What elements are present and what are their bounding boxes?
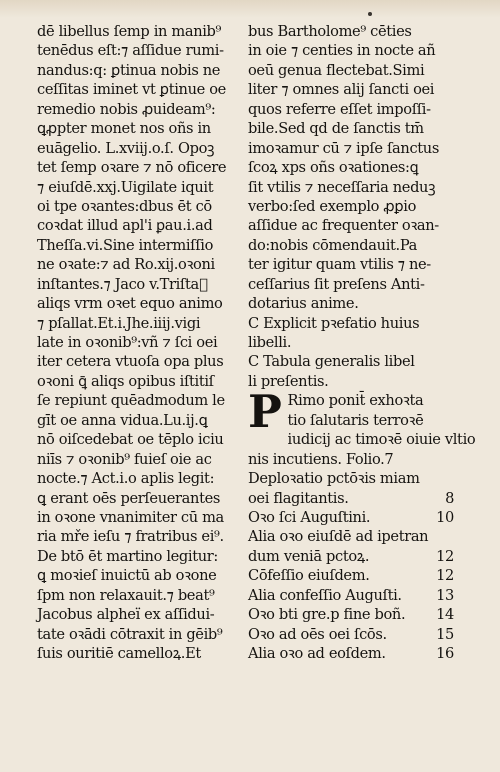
toc-folio-number: 15 xyxy=(436,625,454,643)
toc-folio-number: 13 xyxy=(436,586,454,604)
text-line: in oꝛone vnanimiter cū ma xyxy=(37,508,224,526)
text-line: oeū genua flectebat.Simi xyxy=(248,61,425,79)
text-line: bile.Sed qd de ſanctis tm̄ xyxy=(248,120,424,138)
text-line: libelli. xyxy=(248,334,292,351)
text-line: dotarius anime. xyxy=(248,295,359,313)
toc-entry-title: Alia oꝛo eiuſdē ad ipetran xyxy=(248,528,429,546)
text-line: coꝛdat illud apl'i ꝑau.i.ad xyxy=(37,217,213,235)
toc-entry xyxy=(248,644,456,663)
toc-folio-number: 8 xyxy=(445,489,454,507)
text-line: ſit vtilis ⁊ neceſſaria neduꝫ xyxy=(248,178,436,196)
text-line: iudicij ac timoꝛē oiuie vltio xyxy=(287,431,476,449)
toc-entry xyxy=(248,605,456,624)
text-line: gīt oe anna vidua.Lu.ij.ꝗ xyxy=(37,411,208,429)
text-line: ꝗ moꝛieſ inuictū ab oꝛone xyxy=(37,567,217,585)
text-line: C Explicit pꝛefatio huius xyxy=(248,314,420,332)
text-line: li preſentis. xyxy=(248,372,329,390)
text-line: ⁊ eiuſdē.xxj.Uigilate iquit xyxy=(37,178,214,196)
text-line: Theſſa.vi.Sine intermiſſio xyxy=(37,236,214,254)
text-line: tenēdus eſt:⁊ aſſidue rumi- xyxy=(37,42,224,60)
page-edge-stain xyxy=(0,0,500,18)
text-line: do:nobis cōmendauit.Pa xyxy=(248,236,417,254)
toc-entry xyxy=(248,489,456,508)
text-line: euāgelio. L.xviij.o.ſ. Opoꝫ xyxy=(37,139,215,157)
text-line: nandus:q: ꝑtinua nobis ne xyxy=(37,61,221,79)
text-line: imoꝛamur cū ⁊ ipſe ſanctus xyxy=(248,139,439,157)
text-line: oi tpe oꝛantes:dbus ēt cō xyxy=(37,197,212,215)
toc-entry xyxy=(248,625,456,644)
toc-entry xyxy=(248,508,456,527)
text-line: ꝗꝓpter monet nos oñs in xyxy=(37,120,211,138)
text-line: ⁊ pſallat.Et.i.Jhe.iiij.vigi xyxy=(37,314,201,332)
text-line: Jacobus alpheï ex aſſidui- xyxy=(37,606,215,624)
text-line: iter cetera vtuoſa opa plus xyxy=(37,353,224,371)
text-line: ſe repiunt quēadmodum le xyxy=(37,392,225,410)
toc-entry-title: Alia oꝛo ad eoſdem. xyxy=(248,645,386,662)
toc-entry xyxy=(248,566,456,585)
text-line: aliqs vrm oꝛet equo animo xyxy=(37,295,223,313)
left-column xyxy=(37,22,241,663)
text-line: nis incutiens. Folio.7 xyxy=(248,450,394,468)
decorated-initial: P xyxy=(248,385,282,439)
toc-entry-title: Oꝛo bti gre.p fine boñ. xyxy=(248,606,406,624)
text-line: ſuis ouritiē camelloꝝ.Et xyxy=(37,645,201,662)
text-line: verbo:ſed exemplo ꝓꝑio xyxy=(248,197,417,215)
text-line: nocte.⁊ Act.i.o aplis legit: xyxy=(37,470,215,488)
text-line: ceſſarius ſit preſens Anti- xyxy=(248,275,425,293)
text-line: quos referre eſſet impoſſi- xyxy=(248,100,431,118)
text-line: tate oꝛādi cōtraxit in gēib⁹ xyxy=(37,625,223,643)
text-line: late in oꝛonib⁹:vñ ⁊ ſci oei xyxy=(37,334,218,351)
text-line: ſpm non relaxauit.⁊ beat⁹ xyxy=(37,586,215,604)
text-line: dē libellus ſemp in manib⁹ xyxy=(37,23,222,40)
toc-entry xyxy=(248,469,456,488)
toc-folio-number: 12 xyxy=(436,567,454,585)
toc-folio-number: 14 xyxy=(436,606,454,624)
toc-folio-number: 16 xyxy=(436,645,454,662)
toc-folio-number xyxy=(448,527,454,546)
toc-entry-title: Cōfeſſio eiuſdem. xyxy=(248,567,370,585)
text-line: inſtantes.⁊ Jaco v.Triſtaᷓ xyxy=(37,275,208,293)
toc-entry-title: Alia confeſſio Auguſti. xyxy=(248,586,402,604)
right-column xyxy=(248,22,476,663)
toc-folio-number: 10 xyxy=(436,508,454,526)
toc-entry-title: oei flagitantis. xyxy=(248,489,349,507)
text-line: niīs ⁊ oꝛonib⁹ fuieſ oie ac xyxy=(37,450,212,468)
toc-entry-title: Deploꝛatio pctōꝛis miam xyxy=(248,470,420,488)
toc-folio-number: 12 xyxy=(436,547,454,565)
toc-folio-number xyxy=(448,469,454,488)
text-line: ter igitur quam vtilis ⁊ ne- xyxy=(248,256,431,274)
text-line: bus Bartholome⁹ cēties xyxy=(248,23,412,40)
toc-entry-title: dum veniā pctoꝝ. xyxy=(248,547,370,565)
text-line: remedio nobis ꝓuideam⁹: xyxy=(37,100,216,118)
toc-entry xyxy=(248,527,456,546)
toc-entry xyxy=(248,586,456,605)
toc-entry xyxy=(248,547,456,566)
text-line: tio ſalutaris terroꝛē xyxy=(287,411,424,429)
toc-entry-title: Oꝛo ſci Auguſtini. xyxy=(248,508,371,526)
table-of-contents xyxy=(248,469,456,663)
text-line: ꝗ erant oēs perſeuerantes xyxy=(37,489,221,507)
toc-entry-title: Oꝛo ad oēs oei ſcōs. xyxy=(248,625,387,643)
text-line: De btō ēt martino legitur: xyxy=(37,547,218,565)
ink-dot xyxy=(368,12,372,16)
text-line: tet ſemp oꝛare ⁊ nō oficere xyxy=(37,159,227,177)
text-line: ſcoꝝ xps oñs oꝛationes:ꝗ xyxy=(248,159,419,177)
text-line: ceſſitas iminet vt ꝑtinue oe xyxy=(37,81,226,99)
text-line: liter ⁊ omnes alij ſancti oei xyxy=(248,81,435,99)
text-line: in oie ⁊ centies in nocte añ xyxy=(248,42,436,60)
initial-paragraph xyxy=(248,385,476,469)
text-line: ne oꝛate:⁊ ad Ro.xij.oꝛoni xyxy=(37,256,215,274)
text-line: ria mře ieſu ⁊ fratribus ei⁹. xyxy=(37,528,224,546)
text-line: nō oiſcedebat oe tēplo iciu xyxy=(37,431,224,449)
text-line: aſſidue ac frequenter oꝛan- xyxy=(248,217,439,235)
text-line: oꝛoni ꝗ̄ aliqs opibus iſtitiſ xyxy=(37,372,214,390)
text-line: C Tabula generalis libel xyxy=(248,353,415,371)
text-line: Rimo ponit̄ exhoꝛta xyxy=(287,392,424,410)
